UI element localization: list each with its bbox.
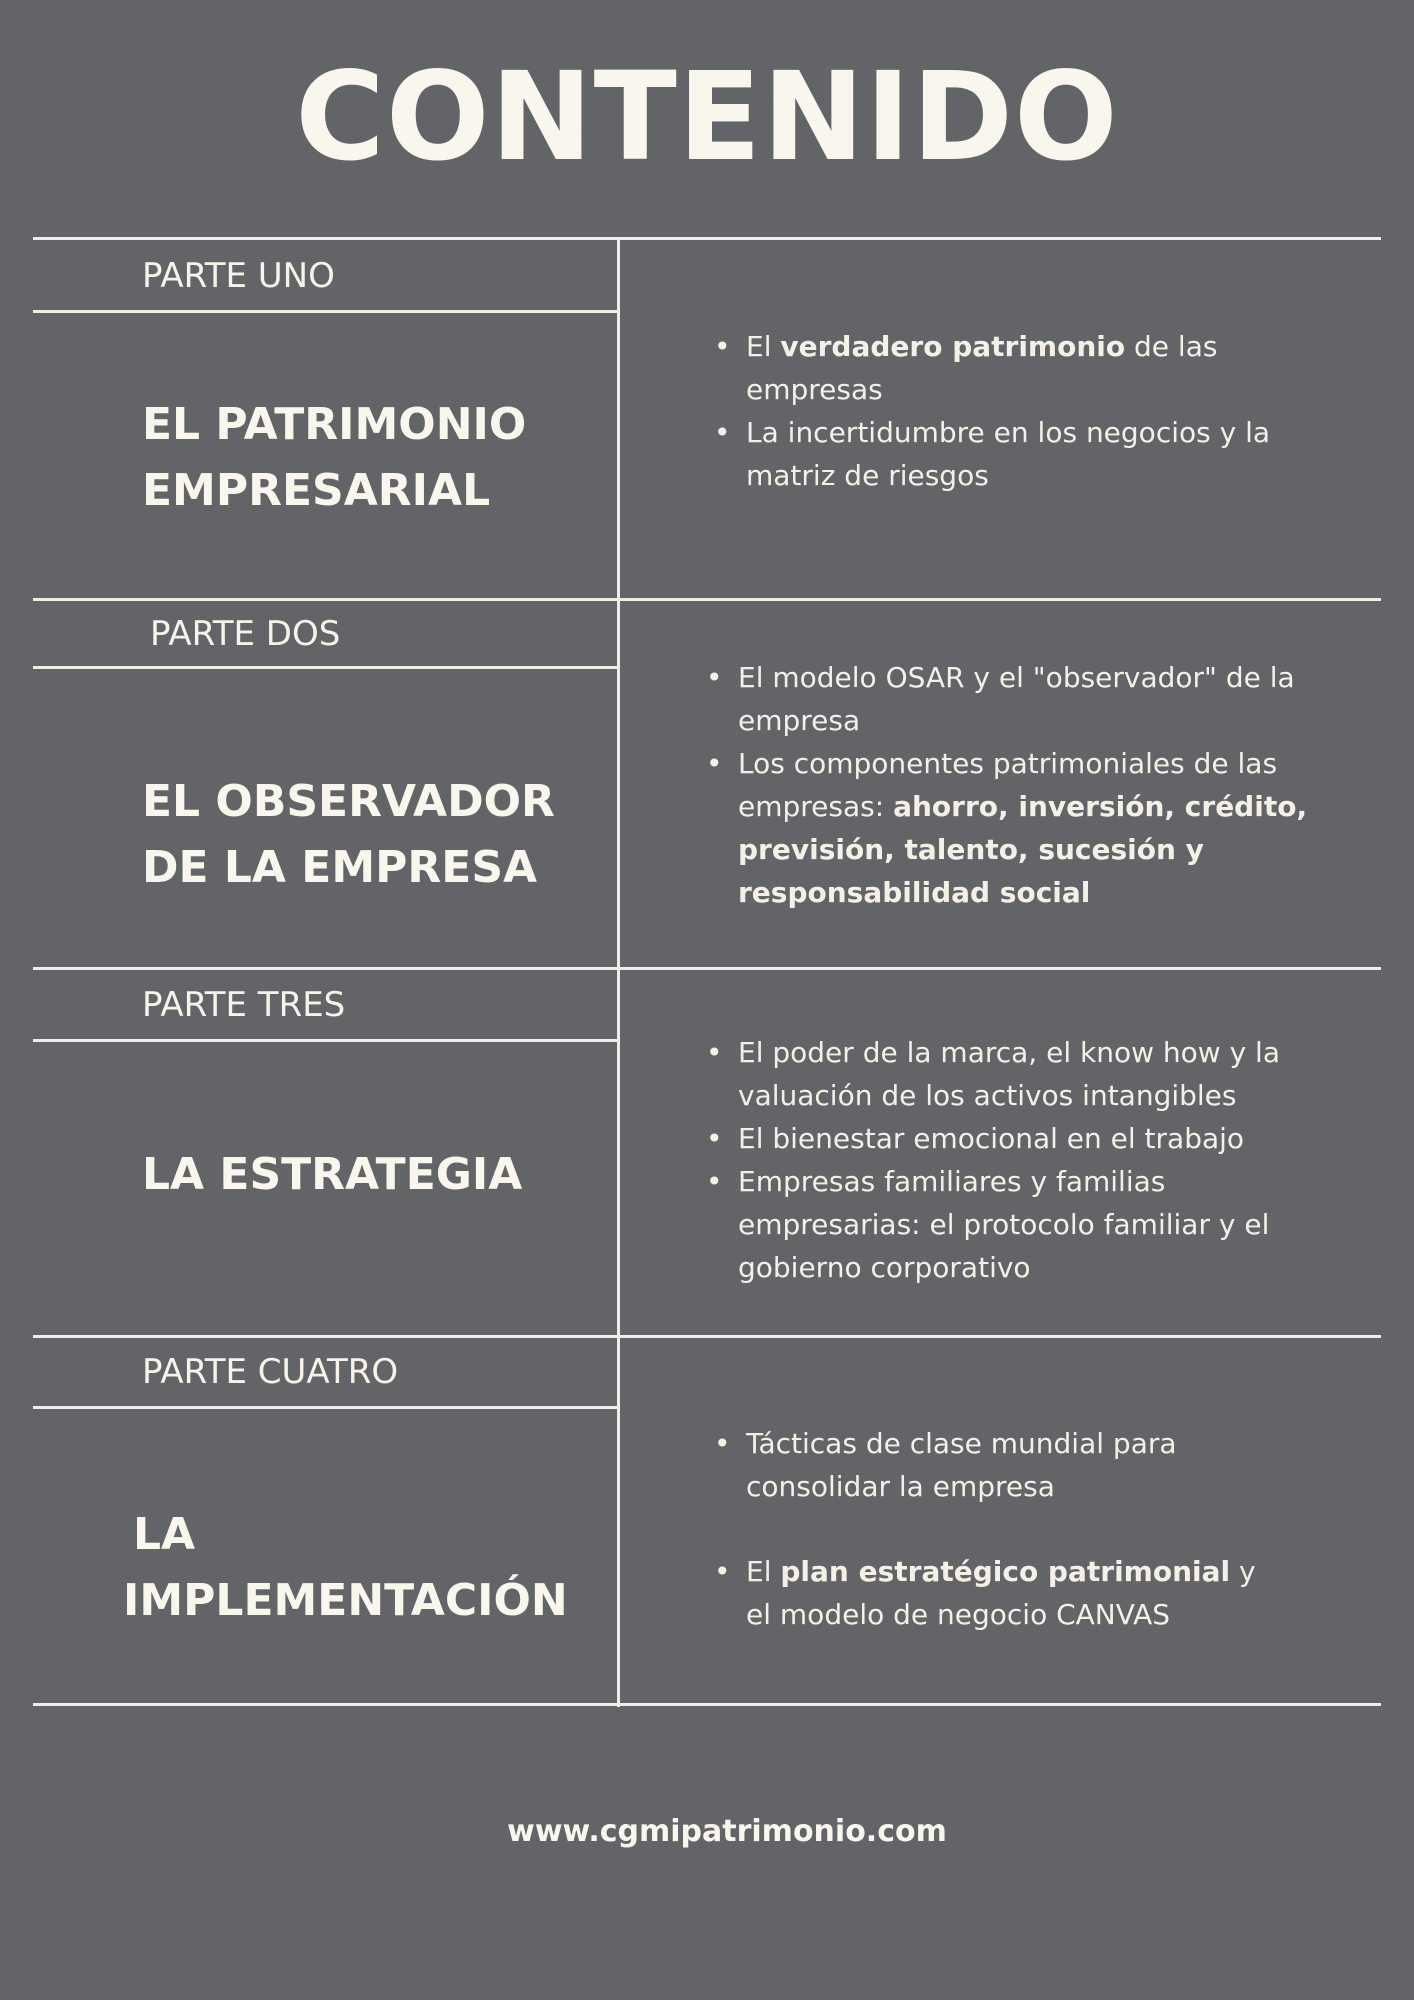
bullet-list-section-4	[714, 1422, 1286, 1636]
website-link[interactable]: www.cgmipatrimonio.com	[507, 1814, 947, 1849]
bullet-list-section-2	[706, 656, 1318, 914]
section-title-estrategia	[142, 1142, 642, 1208]
part-label-uno: PARTE UNO	[142, 256, 335, 296]
list-item: • Tácticas de clase mundial para consolidar la empresa	[746, 1422, 1286, 1508]
list-item: • El bienestar emocional en el trabajo	[738, 1117, 1318, 1160]
section-title-line: EL OBSERVADOR	[142, 776, 555, 827]
bullet-list-section-1	[714, 325, 1286, 497]
list-item: • El modelo OSAR y el "observador" de la empresa	[738, 656, 1318, 742]
section-title-line: EL PATRIMONIO	[142, 399, 527, 450]
section-title-line: LA ESTRATEGIA	[142, 1149, 523, 1200]
section-title-observador	[142, 769, 642, 901]
divider-part3-label	[33, 1039, 618, 1042]
section-title-line: EMPRESARIAL	[142, 465, 491, 516]
list-item: • El plan estratégico patrimonial y el modelo de negocio CANVAS	[746, 1550, 1286, 1636]
section-title-line: LA	[133, 1509, 196, 1560]
section-title-patrimonio	[142, 392, 642, 524]
list-item: • Los componentes patrimoniales de las empresas: ahorro, inversión, crédito, previsión, talento, sucesión y responsabilidad social	[738, 742, 1318, 914]
divider-section1	[33, 598, 1381, 601]
divider-section2	[33, 967, 1381, 970]
list-item: • El verdadero patrimonio de las empresas	[746, 325, 1286, 411]
list-item: • La incertidumbre en los negocios y la matriz de riesgos	[746, 411, 1286, 497]
divider-section3	[33, 1335, 1381, 1338]
page-title: CONTENIDO	[295, 46, 1119, 188]
section-title-line: IMPLEMENTACIÓN	[123, 1575, 568, 1626]
divider-top	[33, 237, 1381, 240]
part-label-dos: PARTE DOS	[150, 614, 341, 654]
list-item: • Empresas familiares y familias empresarias: el protocolo familiar y el gobierno corporativo	[738, 1160, 1318, 1289]
section-title-implementacion	[123, 1502, 623, 1634]
list-item: • El poder de la marca, el know how y la valuación de los activos intangibles	[738, 1031, 1318, 1117]
part-label-cuatro: PARTE CUATRO	[142, 1352, 399, 1392]
divider-part2-label	[33, 666, 618, 669]
bullet-list-section-3	[706, 1031, 1318, 1289]
part-label-tres: PARTE TRES	[142, 985, 346, 1025]
divider-bottom	[33, 1703, 1381, 1706]
divider-part1-label	[33, 310, 618, 313]
divider-part4-label	[33, 1406, 618, 1409]
section-title-line: DE LA EMPRESA	[142, 842, 538, 893]
